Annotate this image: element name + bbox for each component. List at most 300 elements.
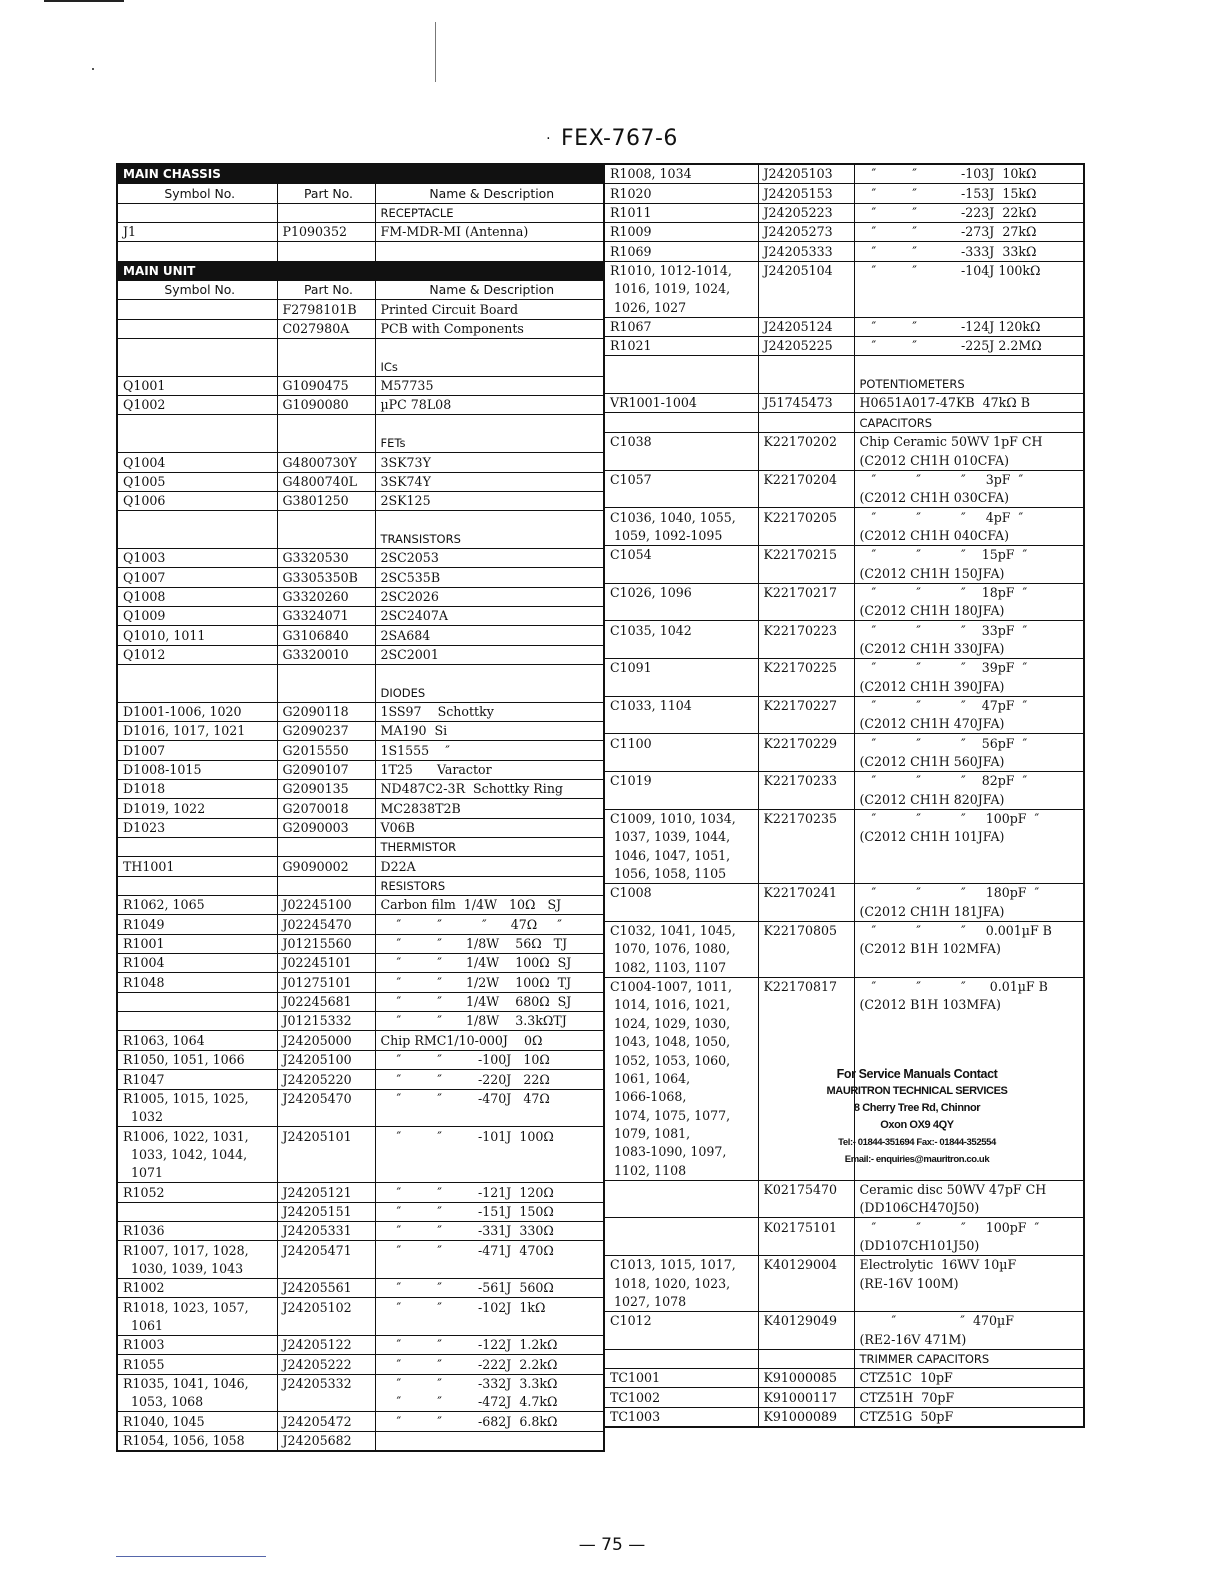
table-row	[117, 530, 604, 549]
symbol-cell: 1102, 1108	[604, 1161, 758, 1180]
table-row	[604, 1293, 1084, 1312]
description-cell: ″ ″ ″ 100pF ″	[854, 1218, 1084, 1237]
description-cell: 3SK74Y	[375, 472, 604, 491]
description-cell: TRIMMER CAPACITORS	[854, 1349, 1084, 1368]
part-number-cell	[758, 1237, 854, 1256]
table-row	[117, 453, 604, 472]
symbol-cell: Q1006	[117, 491, 277, 510]
symbol-cell: R1006, 1022, 1031,	[117, 1127, 277, 1146]
part-number-cell: J01275101	[277, 973, 375, 992]
table-row	[117, 954, 604, 973]
description-cell: 2SC2053	[375, 548, 604, 567]
symbol-cell	[117, 415, 277, 434]
symbol-cell: 1037, 1039, 1044,	[604, 828, 758, 846]
table-row	[117, 838, 604, 857]
part-number-cell	[758, 828, 854, 846]
part-number-cell: K40129049	[758, 1311, 854, 1330]
table-row	[117, 741, 604, 760]
part-number-cell	[758, 715, 854, 734]
symbol-cell: Q1001	[117, 376, 277, 395]
table-row	[117, 1355, 604, 1374]
part-number-cell	[758, 640, 854, 659]
part-number-cell: K22170229	[758, 734, 854, 753]
description-cell: 2SC2407A	[375, 606, 604, 625]
table-row	[604, 184, 1084, 203]
part-number-cell: G1090080	[277, 396, 375, 415]
part-number-cell: G1090475	[277, 376, 375, 395]
table-row	[117, 1374, 604, 1393]
table-row	[117, 415, 604, 434]
part-number-cell: K22170223	[758, 621, 854, 640]
symbol-cell	[117, 1202, 277, 1221]
part-number-cell: K22170225	[758, 658, 854, 677]
description-cell: POTENTIOMETERS	[854, 375, 1084, 394]
part-number-cell: K22170805	[758, 921, 854, 940]
symbol-cell	[604, 489, 758, 508]
part-number-cell: J24205332	[277, 1374, 375, 1393]
table-row	[604, 432, 1084, 451]
table-row	[117, 1298, 604, 1317]
part-number-cell: K22170215	[758, 545, 854, 564]
table-row	[117, 992, 604, 1011]
description-cell: TRANSISTORS	[375, 530, 604, 549]
symbol-cell: Q1003	[117, 548, 277, 567]
part-number-cell	[277, 1164, 375, 1183]
symbol-cell	[604, 564, 758, 583]
description-cell: (C2012 CH1H 181JFA)	[854, 902, 1084, 921]
part-number-cell: J24205100	[277, 1050, 375, 1069]
part-number-cell: G4800740L	[277, 472, 375, 491]
description-cell: µPC 78L08	[375, 396, 604, 415]
table-row	[117, 261, 604, 280]
description-cell: (RE-16V 100M)	[854, 1274, 1084, 1292]
part-number-cell: J24205124	[758, 317, 854, 336]
table-row	[117, 626, 604, 645]
description-cell: ″ ″ -151J 150Ω	[375, 1202, 604, 1221]
part-number-cell	[277, 1393, 375, 1412]
description-cell: ″ ″ 1/4W 680Ω SJ	[375, 992, 604, 1011]
symbol-cell: 1014, 1016, 1021,	[604, 996, 758, 1014]
service-notice-line4: Oxon OX9 4QY	[880, 1119, 954, 1131]
symbol-cell: 1056, 1058, 1105	[604, 865, 758, 884]
description-cell: ″ ″ -682J 6.8kΩ	[375, 1412, 604, 1431]
description-cell	[375, 1317, 604, 1336]
description-cell	[375, 242, 604, 261]
description-cell: Name & Description	[375, 281, 604, 300]
symbol-cell: C1026, 1096	[604, 583, 758, 602]
description-cell: DIODES	[375, 683, 604, 702]
description-cell: M57735	[375, 376, 604, 395]
table-row	[604, 921, 1084, 940]
symbol-cell: C1004-1007, 1011,	[604, 977, 758, 996]
symbol-cell	[117, 339, 277, 358]
part-number-cell: G3801250	[277, 491, 375, 510]
part-number-cell: K91000117	[758, 1388, 854, 1407]
part-number-cell: G2090237	[277, 721, 375, 740]
symbol-cell: TC1002	[604, 1388, 758, 1407]
description-cell: (RE2-16V 471M)	[854, 1330, 1084, 1349]
table-row	[117, 1317, 604, 1336]
description-cell: 2SK125	[375, 491, 604, 510]
part-number-cell: J24205561	[277, 1278, 375, 1297]
symbol-cell: C1057	[604, 470, 758, 489]
table-row	[117, 818, 604, 837]
description-cell: ″ ″ -122J 1.2kΩ	[375, 1335, 604, 1354]
table-row	[604, 753, 1084, 772]
table-row	[117, 645, 604, 664]
table-row	[117, 434, 604, 453]
table-row	[117, 1164, 604, 1183]
table-row	[604, 1330, 1084, 1349]
description-cell: Chip Ceramic 50WV 1pF CH	[854, 432, 1084, 451]
symbol-cell: C1013, 1015, 1017,	[604, 1255, 758, 1274]
table-row	[604, 1349, 1084, 1368]
table-row	[117, 472, 604, 491]
table-row	[604, 940, 1084, 958]
table-row	[604, 1218, 1084, 1237]
table-row	[117, 1108, 604, 1127]
table-row	[117, 1146, 604, 1164]
table-row	[604, 1274, 1084, 1292]
part-number-cell	[758, 865, 854, 884]
description-cell: 2SC2026	[375, 587, 604, 606]
description-cell: 3SK73Y	[375, 453, 604, 472]
description-cell: ″ ″ -121J 120Ω	[375, 1183, 604, 1202]
symbol-cell: Q1004	[117, 453, 277, 472]
table-row	[117, 491, 604, 510]
symbol-cell: R1005, 1015, 1025,	[117, 1089, 277, 1108]
table-row	[604, 846, 1084, 864]
table-row	[117, 896, 604, 915]
table-row	[117, 1412, 604, 1431]
description-cell: RECEPTACLE	[375, 203, 604, 222]
part-number-cell: J02245681	[277, 992, 375, 1011]
table-row	[117, 1012, 604, 1031]
part-number-cell	[277, 530, 375, 549]
table-row	[604, 280, 1084, 298]
symbol-cell: 1070, 1076, 1080,	[604, 940, 758, 958]
description-cell: ″ ″ -103J 10kΩ	[854, 164, 1084, 184]
right-parts-table	[603, 163, 1085, 1428]
symbol-cell	[117, 876, 277, 895]
part-number-cell	[277, 664, 375, 683]
table-row	[604, 1311, 1084, 1330]
section-band: MAIN CHASSIS	[117, 164, 604, 184]
part-number-cell: K22170217	[758, 583, 854, 602]
table-row	[117, 1183, 604, 1202]
description-cell: ″ ″ -332J 3.3kΩ	[375, 1374, 604, 1393]
symbol-cell: D1023	[117, 818, 277, 837]
part-number-cell: Part No.	[277, 281, 375, 300]
description-cell: D22A	[375, 857, 604, 876]
description-cell: (C2012 CH1H 150JFA)	[854, 564, 1084, 583]
part-number-cell: J24205331	[277, 1221, 375, 1240]
description-cell: Carbon film 1/4W 10Ω SJ	[375, 896, 604, 915]
table-row	[117, 511, 604, 530]
table-row	[604, 223, 1084, 242]
table-row	[604, 715, 1084, 734]
description-cell: ″ ″ -101J 100Ω	[375, 1127, 604, 1146]
symbol-cell: 1071	[117, 1164, 277, 1183]
table-row	[604, 658, 1084, 677]
symbol-cell: 1074, 1075, 1077,	[604, 1106, 758, 1124]
table-row	[117, 934, 604, 953]
description-cell	[854, 846, 1084, 864]
symbol-cell	[604, 1237, 758, 1256]
symbol-cell: 1046, 1047, 1051,	[604, 846, 758, 864]
table-row	[117, 184, 604, 203]
part-number-cell	[758, 996, 854, 1014]
symbol-cell: TC1003	[604, 1407, 758, 1427]
description-cell: ″ ″ ″ 33pF ″	[854, 621, 1084, 640]
description-cell	[375, 415, 604, 434]
part-number-cell: G2090118	[277, 702, 375, 721]
part-number-cell: J01215560	[277, 934, 375, 953]
table-row	[604, 958, 1084, 977]
symbol-cell	[117, 511, 277, 530]
symbol-cell: R1049	[117, 915, 277, 934]
description-cell: ″ ″ -333J 33kΩ	[854, 242, 1084, 261]
symbol-cell: C1035, 1042	[604, 621, 758, 640]
description-cell: ″ ″ -100J 10Ω	[375, 1050, 604, 1069]
part-number-cell	[277, 242, 375, 261]
part-number-cell: K40129004	[758, 1255, 854, 1274]
description-cell: ″ ″ 470µF	[854, 1311, 1084, 1330]
symbol-cell: R1035, 1041, 1046,	[117, 1374, 277, 1393]
part-number-cell	[758, 846, 854, 864]
symbol-cell: C1038	[604, 432, 758, 451]
part-number-cell	[758, 1293, 854, 1312]
part-number-cell: J24205121	[277, 1183, 375, 1202]
description-cell: ″ ″ -222J 2.2kΩ	[375, 1355, 604, 1374]
table-row	[117, 203, 604, 222]
table-row	[117, 721, 604, 740]
table-row	[117, 1070, 604, 1089]
symbol-cell: R1001	[117, 934, 277, 953]
table-row	[604, 298, 1084, 317]
part-number-cell: G2015550	[277, 741, 375, 760]
part-number-cell: F2798101B	[277, 300, 375, 319]
table-row	[604, 977, 1084, 996]
description-cell: ″ ″ -223J 22kΩ	[854, 203, 1084, 222]
table-row	[117, 1431, 604, 1451]
table-row	[604, 790, 1084, 809]
part-number-cell: J51745473	[758, 394, 854, 413]
description-cell: ″ ″ 1/4W 100Ω SJ	[375, 954, 604, 973]
description-cell: (C2012 CH1H 040CFA)	[854, 527, 1084, 546]
description-cell: ″ ″ -561J 560Ω	[375, 1278, 604, 1297]
part-number-cell: G2090003	[277, 818, 375, 837]
symbol-cell: 1083-1090, 1097,	[604, 1143, 758, 1161]
symbol-cell: R1055	[117, 1355, 277, 1374]
part-number-cell	[758, 958, 854, 977]
description-cell: (C2012 B1H 102MFA)	[854, 940, 1084, 958]
symbol-cell	[604, 790, 758, 809]
table-row	[604, 164, 1084, 184]
symbol-cell: D1016, 1017, 1021	[117, 721, 277, 740]
symbol-cell: 1030, 1039, 1043	[117, 1260, 277, 1279]
symbol-cell: 1053, 1068	[117, 1393, 277, 1412]
symbol-cell: R1048	[117, 973, 277, 992]
symbol-cell	[604, 1218, 758, 1237]
left-parts-table	[116, 163, 605, 1452]
description-cell	[854, 280, 1084, 298]
description-cell: (DD106CH470J50)	[854, 1199, 1084, 1218]
symbol-cell	[604, 1349, 758, 1368]
table-row	[604, 317, 1084, 336]
description-cell: (DD107CH101J50)	[854, 1237, 1084, 1256]
table-row	[117, 760, 604, 779]
part-number-cell: J24205222	[277, 1355, 375, 1374]
title-bullet: ·	[546, 131, 552, 147]
part-number-cell: J01215332	[277, 1012, 375, 1031]
symbol-cell: R1069	[604, 242, 758, 261]
description-cell: Name & Description	[375, 184, 604, 203]
symbol-cell: Q1010, 1011	[117, 626, 277, 645]
symbol-cell: R1047	[117, 1070, 277, 1089]
symbol-cell	[604, 715, 758, 734]
symbol-cell: D1019, 1022	[117, 799, 277, 818]
model-number: FEX-767-6	[561, 126, 678, 151]
description-cell: 2SC2001	[375, 645, 604, 664]
symbol-cell: R1011	[604, 203, 758, 222]
description-cell: Chip RMC1/10-000J 0Ω	[375, 1031, 604, 1050]
symbol-cell	[604, 413, 758, 432]
table-row	[117, 702, 604, 721]
description-cell: CAPACITORS	[854, 413, 1084, 432]
part-number-cell: J24205223	[758, 203, 854, 222]
symbol-cell: C1009, 1010, 1034,	[604, 809, 758, 828]
part-number-cell: G3324071	[277, 606, 375, 625]
scan-mark	[435, 22, 436, 82]
description-cell	[375, 1431, 604, 1451]
description-cell	[854, 1293, 1084, 1312]
part-number-cell	[277, 683, 375, 702]
symbol-cell: R1067	[604, 317, 758, 336]
part-number-cell: J24205333	[758, 242, 854, 261]
symbol-cell: Q1007	[117, 568, 277, 587]
table-row	[117, 339, 604, 358]
description-cell: (C2012 CH1H 101JFA)	[854, 828, 1084, 846]
table-row	[117, 915, 604, 934]
part-number-cell: J24205220	[277, 1070, 375, 1089]
part-number-cell	[758, 1349, 854, 1368]
part-number-cell: G2090107	[277, 760, 375, 779]
part-number-cell	[758, 1199, 854, 1218]
part-number-cell: K22170817	[758, 977, 854, 996]
description-cell	[375, 511, 604, 530]
table-row	[117, 1202, 604, 1221]
description-cell	[854, 1033, 1084, 1051]
part-number-cell: J24205470	[277, 1089, 375, 1108]
description-cell	[375, 1260, 604, 1279]
description-cell: ″ ″ -471J 470Ω	[375, 1241, 604, 1260]
description-cell: Electrolytic 16WV 10µF	[854, 1255, 1084, 1274]
symbol-cell: TH1001	[117, 857, 277, 876]
part-number-cell	[758, 356, 854, 375]
page-title	[0, 126, 1224, 151]
symbol-cell	[117, 1012, 277, 1031]
part-number-cell: Part No.	[277, 184, 375, 203]
part-number-cell	[277, 357, 375, 376]
description-cell: (C2012 CH1H 030CFA)	[854, 489, 1084, 508]
description-cell: CTZ51G 50pF	[854, 1407, 1084, 1427]
symbol-cell: C1019	[604, 772, 758, 791]
table-row	[604, 1255, 1084, 1274]
symbol-cell: R1036	[117, 1221, 277, 1240]
symbol-cell	[604, 356, 758, 375]
table-row	[604, 1033, 1084, 1051]
symbol-cell: R1004	[117, 954, 277, 973]
part-number-cell: J24205273	[758, 223, 854, 242]
table-row	[604, 1388, 1084, 1407]
section-band: MAIN UNIT	[117, 261, 604, 280]
description-cell: ″ ″ -124J 120kΩ	[854, 317, 1084, 336]
table-row	[604, 1014, 1084, 1032]
symbol-cell: 1033, 1042, 1044,	[117, 1146, 277, 1164]
description-cell	[375, 1164, 604, 1183]
symbol-cell: R1008, 1034	[604, 164, 758, 184]
symbol-cell	[604, 1180, 758, 1199]
table-row	[117, 357, 604, 376]
table-row	[117, 548, 604, 567]
description-cell: ICs	[375, 357, 604, 376]
symbol-cell: Q1008	[117, 587, 277, 606]
table-row	[604, 527, 1084, 546]
part-number-cell: G3320530	[277, 548, 375, 567]
table-row	[117, 606, 604, 625]
part-number-cell: C027980A	[277, 319, 375, 338]
table-row	[604, 621, 1084, 640]
description-cell: ″ ″ ″ 47pF ″	[854, 696, 1084, 715]
description-cell: MA190 Si	[375, 721, 604, 740]
table-row	[117, 300, 604, 319]
symbol-cell: 1059, 1092-1095	[604, 527, 758, 546]
symbol-cell: 1052, 1053, 1060,	[604, 1051, 758, 1069]
symbol-cell	[604, 602, 758, 621]
symbol-cell: R1018, 1023, 1057,	[117, 1298, 277, 1317]
part-number-cell	[277, 876, 375, 895]
symbol-cell: 1032	[117, 1108, 277, 1127]
part-number-cell	[758, 527, 854, 546]
description-cell	[375, 339, 604, 358]
part-number-cell	[758, 280, 854, 298]
description-cell: ″ ″ -225J 2.2MΩ	[854, 337, 1084, 356]
page-number: — 75 —	[578, 1535, 646, 1555]
table-row	[604, 734, 1084, 753]
description-cell: ″ ″ ″ 18pF ″	[854, 583, 1084, 602]
part-number-cell: K91000085	[758, 1369, 854, 1388]
symbol-cell: 1082, 1103, 1107	[604, 958, 758, 977]
description-cell: ″ ″ ″ 47Ω ″	[375, 915, 604, 934]
symbol-cell: 1018, 1020, 1023,	[604, 1274, 758, 1292]
symbol-cell: 1066-1068,	[604, 1088, 758, 1106]
description-cell	[854, 298, 1084, 317]
part-number-cell: J24205104	[758, 261, 854, 280]
description-cell: (C2012 B1H 103MFA)	[854, 996, 1084, 1014]
description-cell: (C2012 CH1H 560JFA)	[854, 753, 1084, 772]
table-row	[604, 809, 1084, 828]
table-row	[604, 545, 1084, 564]
service-notice-line6: Email:- enquiries@mauritron.co.uk	[844, 1154, 990, 1165]
symbol-cell: 1026, 1027	[604, 298, 758, 317]
part-number-cell: K22170241	[758, 884, 854, 903]
table-row	[604, 696, 1084, 715]
description-cell: V06B	[375, 818, 604, 837]
part-number-cell: J02245470	[277, 915, 375, 934]
description-cell	[375, 1108, 604, 1127]
part-number-cell: J24205472	[277, 1412, 375, 1431]
